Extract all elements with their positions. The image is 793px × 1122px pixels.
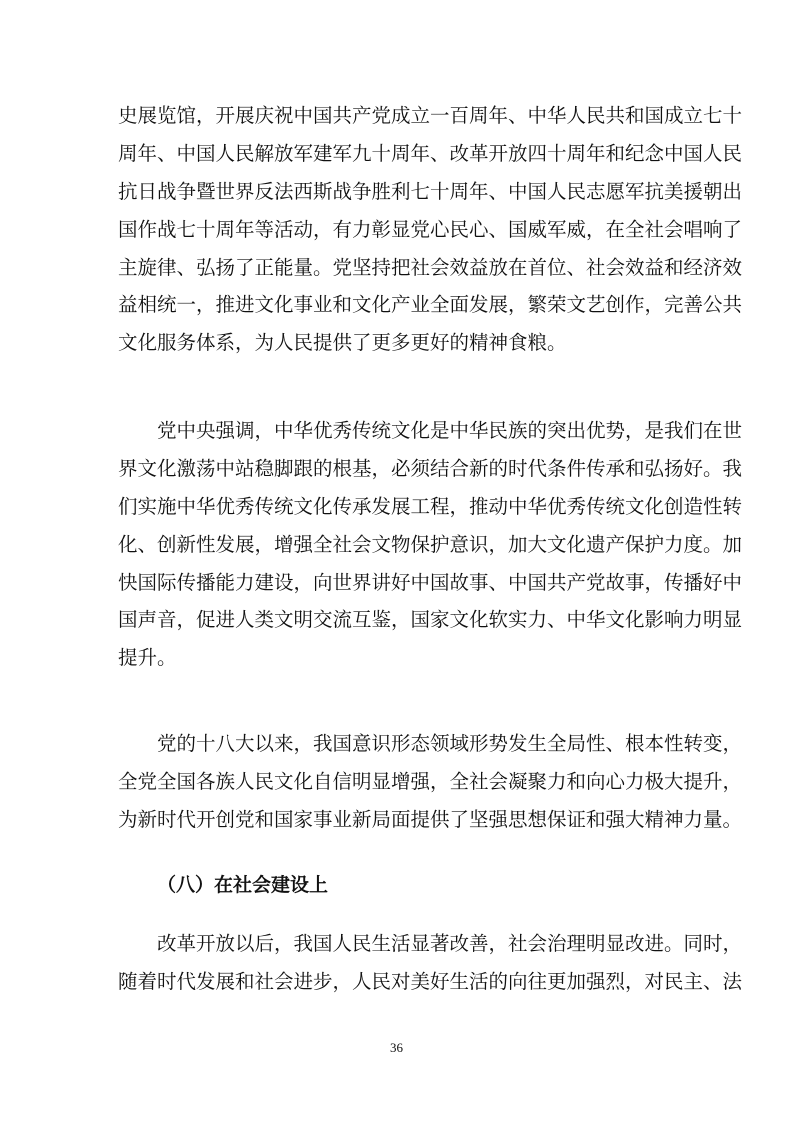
section-heading: （八）在社会建设上 bbox=[157, 874, 329, 896]
text-line: 为新时代开创党和国家事业新局面提供了坚强思想保证和强大精神力量。 bbox=[118, 807, 743, 831]
paragraph-culture-activities bbox=[118, 97, 743, 362]
text-line: 党中央强调，中华优秀传统文化是中华民族的突出优势，是我们在世 bbox=[118, 419, 743, 442]
text-line: 史展览馆，开展庆祝中国共产党成立一百周年、中华人民共和国成立七十 bbox=[118, 104, 743, 127]
text-line: 益相统一，推进文化事业和文化产业全面发展，繁荣文艺创作，完善公共 bbox=[118, 293, 743, 317]
text-line: 界文化激荡中站稳脚跟的根基，必须结合新的时代条件传承和弘扬好。我 bbox=[118, 456, 743, 480]
text-line: 化、创新性发展，增强全社会文物保护意识，加大文化遗产保护力度。加 bbox=[118, 532, 743, 556]
text-line: 随着时代发展和社会进步，人民对美好生活的向往更加强烈，对民主、法 bbox=[118, 969, 743, 993]
text-line: 们实施中华优秀传统文化传承发展工程，推动中华优秀传统文化创造性转 bbox=[118, 494, 743, 518]
text-line: 全党全国各族人民文化自信明显增强，全社会凝聚力和向心力极大提升， bbox=[118, 769, 743, 793]
paragraph-ideology bbox=[118, 725, 743, 839]
paragraph-social-development bbox=[118, 925, 743, 1001]
text-line: 党的十八大以来，我国意识形态领域形势发生全局性、根本性转变， bbox=[118, 732, 743, 755]
text-line: 提升。 bbox=[118, 646, 177, 670]
text-line: 周年、中国人民解放军建军九十周年、改革开放四十周年和纪念中国人民 bbox=[118, 141, 743, 165]
page-number: 36 bbox=[390, 1040, 403, 1055]
paragraph-traditional-culture bbox=[118, 412, 743, 677]
text-line: 改革开放以后，我国人民生活显著改善，社会治理明显改进。同时， bbox=[118, 932, 743, 955]
text-line: 快国际传播能力建设，向世界讲好中国故事、中国共产党故事，传播好中 bbox=[118, 570, 743, 594]
text-line: 国作战七十周年等活动，有力彰显党心民心、国威军威，在全社会唱响了 bbox=[118, 217, 743, 241]
text-line: 主旋律、弘扬了正能量。党坚持把社会效益放在首位、社会效益和经济效 bbox=[118, 255, 743, 279]
text-line: 文化服务体系，为人民提供了更多更好的精神食粮。 bbox=[118, 331, 567, 355]
text-line: 抗日战争暨世界反法西斯战争胜利七十周年、中国人民志愿军抗美援朝出 bbox=[118, 179, 743, 203]
text-line: 国声音，促进人类文明交流互鉴，国家文化软实力、中华文化影响力明显 bbox=[118, 608, 743, 632]
